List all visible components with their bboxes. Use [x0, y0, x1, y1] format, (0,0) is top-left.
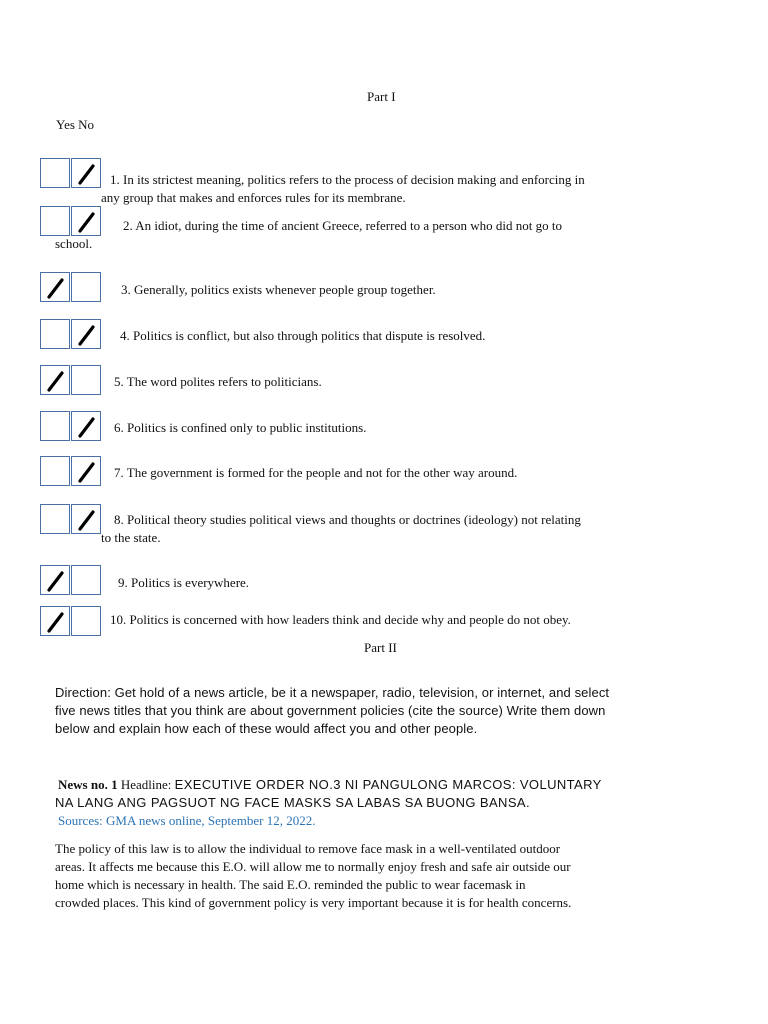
yes-no-header: Yes No: [56, 117, 95, 132]
q4-yes-checkbox[interactable]: [40, 319, 70, 349]
q1-text-line-2: any group that makes and enforces rules for its membrane.: [101, 190, 406, 205]
q8-text-line-1: 8. Political theory studies political views and thoughts or doctrines (ideology) not relating: [114, 512, 581, 527]
q5-yes-checkbox[interactable]: [40, 365, 70, 395]
news-1-headline-line-1: [58, 776, 602, 794]
q9-yes-checkbox[interactable]: [40, 565, 70, 595]
check-mark-icon: [72, 159, 102, 189]
q7-yes-checkbox[interactable]: [40, 456, 70, 486]
check-mark-icon: [72, 412, 102, 442]
news-1-headline-line-2: NA LANG ANG PAGSUOT NG FACE MASKS SA LABAS SA BUONG BANSA.: [55, 795, 530, 810]
news-1-body-line-2: areas. It affects me because this E.O. will allow me to normally enjoy fresh and safe air outside our: [55, 859, 571, 874]
q4-text-line-1: 4. Politics is conflict, but also through politics that dispute is resolved.: [120, 328, 486, 343]
q3-no-checkbox[interactable]: [71, 272, 101, 302]
q5-no-checkbox[interactable]: [71, 365, 101, 395]
q8-no-checkbox[interactable]: [71, 504, 101, 534]
q2-yes-checkbox[interactable]: [40, 206, 70, 236]
news-1-body-line-1: The policy of this law is to allow the individual to remove face mask in a well-ventilated outdoor: [55, 841, 561, 856]
check-mark-icon: [72, 207, 102, 237]
q5-text-line-1: 5. The word polites refers to politicians.: [114, 374, 322, 389]
headline-text-1: EXECUTIVE ORDER NO.3 NI PANGULONG MARCOS: VOLUNTARY: [174, 777, 602, 792]
q1-no-checkbox[interactable]: [71, 158, 101, 188]
check-mark-icon: [41, 366, 71, 396]
check-mark-icon: [41, 273, 71, 303]
q2-no-checkbox[interactable]: [71, 206, 101, 236]
q6-text-line-1: 6. Politics is confined only to public institutions.: [114, 420, 367, 435]
direction-line-3: below and explain how each of these would affect you and other people.: [55, 721, 478, 736]
news-1-source: Sources: GMA news online, September 12, 2022.: [58, 813, 316, 828]
q8-text-line-2: to the state.: [101, 530, 161, 545]
q7-text-line-1: 7. The government is formed for the people and not for the other way around.: [114, 465, 518, 480]
direction-line-2: five news titles that you think are about government policies (cite the source) Write them down: [55, 703, 606, 718]
q4-no-checkbox[interactable]: [71, 319, 101, 349]
q3-text-line-1: 3. Generally, politics exists whenever people group together.: [121, 282, 436, 297]
q9-text-line-1: 9. Politics is everywhere.: [118, 575, 250, 590]
headline-prefix: Headline:: [120, 777, 172, 792]
q10-no-checkbox[interactable]: [71, 606, 101, 636]
q9-no-checkbox[interactable]: [71, 565, 101, 595]
part-2-title: Part II: [364, 640, 397, 655]
q2-text-line-1: 2. An idiot, during the time of ancient Greece, referred to a person who did not go to: [123, 218, 562, 233]
check-mark-icon: [72, 320, 102, 350]
q8-yes-checkbox[interactable]: [40, 504, 70, 534]
part-1-title: Part I: [367, 89, 396, 104]
q10-text-line-1: 10. Politics is concerned with how leaders think and decide why and people do not obey.: [110, 612, 571, 627]
q1-yes-checkbox[interactable]: [40, 158, 70, 188]
direction-line-1: Direction: Get hold of a news article, be it a newspaper, radio, television, or internet, and select: [55, 685, 610, 700]
news-label: News no. 1: [58, 777, 118, 792]
news-1-body-line-4: crowded places. This kind of government policy is very important because it is for health concerns.: [55, 895, 572, 910]
q6-yes-checkbox[interactable]: [40, 411, 70, 441]
check-mark-icon: [41, 607, 71, 637]
q3-yes-checkbox[interactable]: [40, 272, 70, 302]
check-mark-icon: [72, 505, 102, 535]
q7-no-checkbox[interactable]: [71, 456, 101, 486]
q2-text-line-2: school.: [55, 236, 93, 251]
q1-text-line-1: 1. In its strictest meaning, politics refers to the process of decision making and enforcing in: [110, 172, 585, 187]
news-1-body-line-3: home which is necessary in health. The said E.O. reminded the public to wear facemask in: [55, 877, 526, 892]
q6-no-checkbox[interactable]: [71, 411, 101, 441]
check-mark-icon: [41, 566, 71, 596]
check-mark-icon: [72, 457, 102, 487]
q10-yes-checkbox[interactable]: [40, 606, 70, 636]
